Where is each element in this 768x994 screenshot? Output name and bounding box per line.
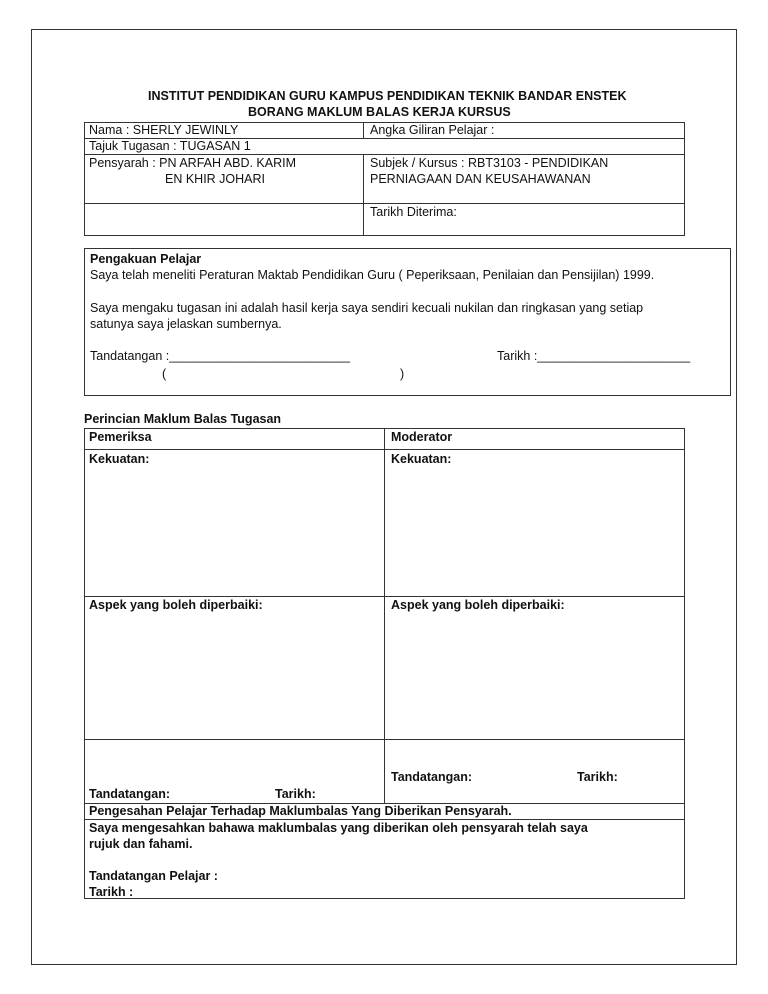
pengakuan-para2-line1: Saya mengaku tugasan ini adalah hasil kerja saya sendiri kecuali nukilan dan ringkasan yang setiap <box>90 301 644 315</box>
subjek-field-2: PERNIAGAAN DAN KEUSAHAWANAN <box>370 172 591 186</box>
info-divider-3 <box>84 203 685 204</box>
pengesahan-line2: rujuk dan fahami. <box>89 837 193 851</box>
tarikh-right: Tarikh: <box>577 770 618 784</box>
institute-title: INSTITUT PENDIDIKAN GURU KAMPUS PENDIDIKAN TEKNIK BANDAR ENSTEK <box>148 89 627 103</box>
bracket-close: ) <box>400 367 405 381</box>
pengakuan-para1: Saya telah meneliti Peraturan Maktab Pendidikan Guru ( Peperiksaan, Penilaian dan Pensijilan) 1999. <box>90 268 655 282</box>
feedback-divider-1 <box>84 449 685 450</box>
pensyarah-field-2: EN KHIR JOHARI <box>165 172 266 186</box>
tajuk-field: Tajuk Tugasan : TUGASAN 1 <box>89 139 251 153</box>
info-col-divider-2 <box>363 154 364 236</box>
info-col-divider-1 <box>363 122 364 138</box>
kekuatan-left: Kekuatan: <box>89 452 150 466</box>
feedback-divider-2 <box>84 596 685 597</box>
pengesahan-date: Tarikh : <box>89 885 134 899</box>
angka-giliran-field: Angka Giliran Pelajar : <box>370 123 495 137</box>
pengesahan-signature: Tandatangan Pelajar : <box>89 869 218 883</box>
pemeriksa-header: Pemeriksa <box>89 430 152 444</box>
feedback-divider-3 <box>84 739 685 740</box>
form-title: BORANG MAKLUM BALAS KERJA KURSUS <box>248 105 511 119</box>
pengakuan-signature-line: Tandatangan :__________________________ <box>90 349 350 363</box>
aspek-right: Aspek yang boleh diperbaiki: <box>391 598 565 612</box>
pengesahan-title: Pengesahan Pelajar Terhadap Maklumbalas Yang Diberikan Pensyarah. <box>89 804 512 818</box>
pengakuan-date-line: Tarikh :______________________ <box>497 349 691 363</box>
aspek-left: Aspek yang boleh diperbaiki: <box>89 598 263 612</box>
kekuatan-right: Kekuatan: <box>391 452 452 466</box>
info-divider-2 <box>84 154 685 155</box>
tandatangan-left: Tandatangan: <box>89 787 171 801</box>
subjek-field: Subjek / Kursus : RBT3103 - PENDIDIKAN <box>370 156 609 170</box>
tarikh-diterima-field: Tarikh Diterima: <box>370 205 457 219</box>
feedback-col-divider <box>384 428 385 803</box>
pengakuan-para2-line2: satunya saya jelaskan sumbernya. <box>90 317 282 331</box>
tandatangan-right: Tandatangan: <box>391 770 473 784</box>
feedback-divider-5 <box>84 819 685 820</box>
pengesahan-line1: Saya mengesahkan bahawa maklumbalas yang diberikan oleh pensyarah telah saya <box>89 821 588 835</box>
pensyarah-field: Pensyarah : PN ARFAH ABD. KARIM <box>89 156 297 170</box>
pengakuan-title: Pengakuan Pelajar <box>90 252 202 266</box>
moderator-header: Moderator <box>391 430 453 444</box>
nama-field: Nama : SHERLY JEWINLY <box>89 123 239 137</box>
perincian-title: Perincian Maklum Balas Tugasan <box>84 412 282 426</box>
bracket-open: ( <box>162 367 167 381</box>
tarikh-left: Tarikh: <box>275 787 316 801</box>
